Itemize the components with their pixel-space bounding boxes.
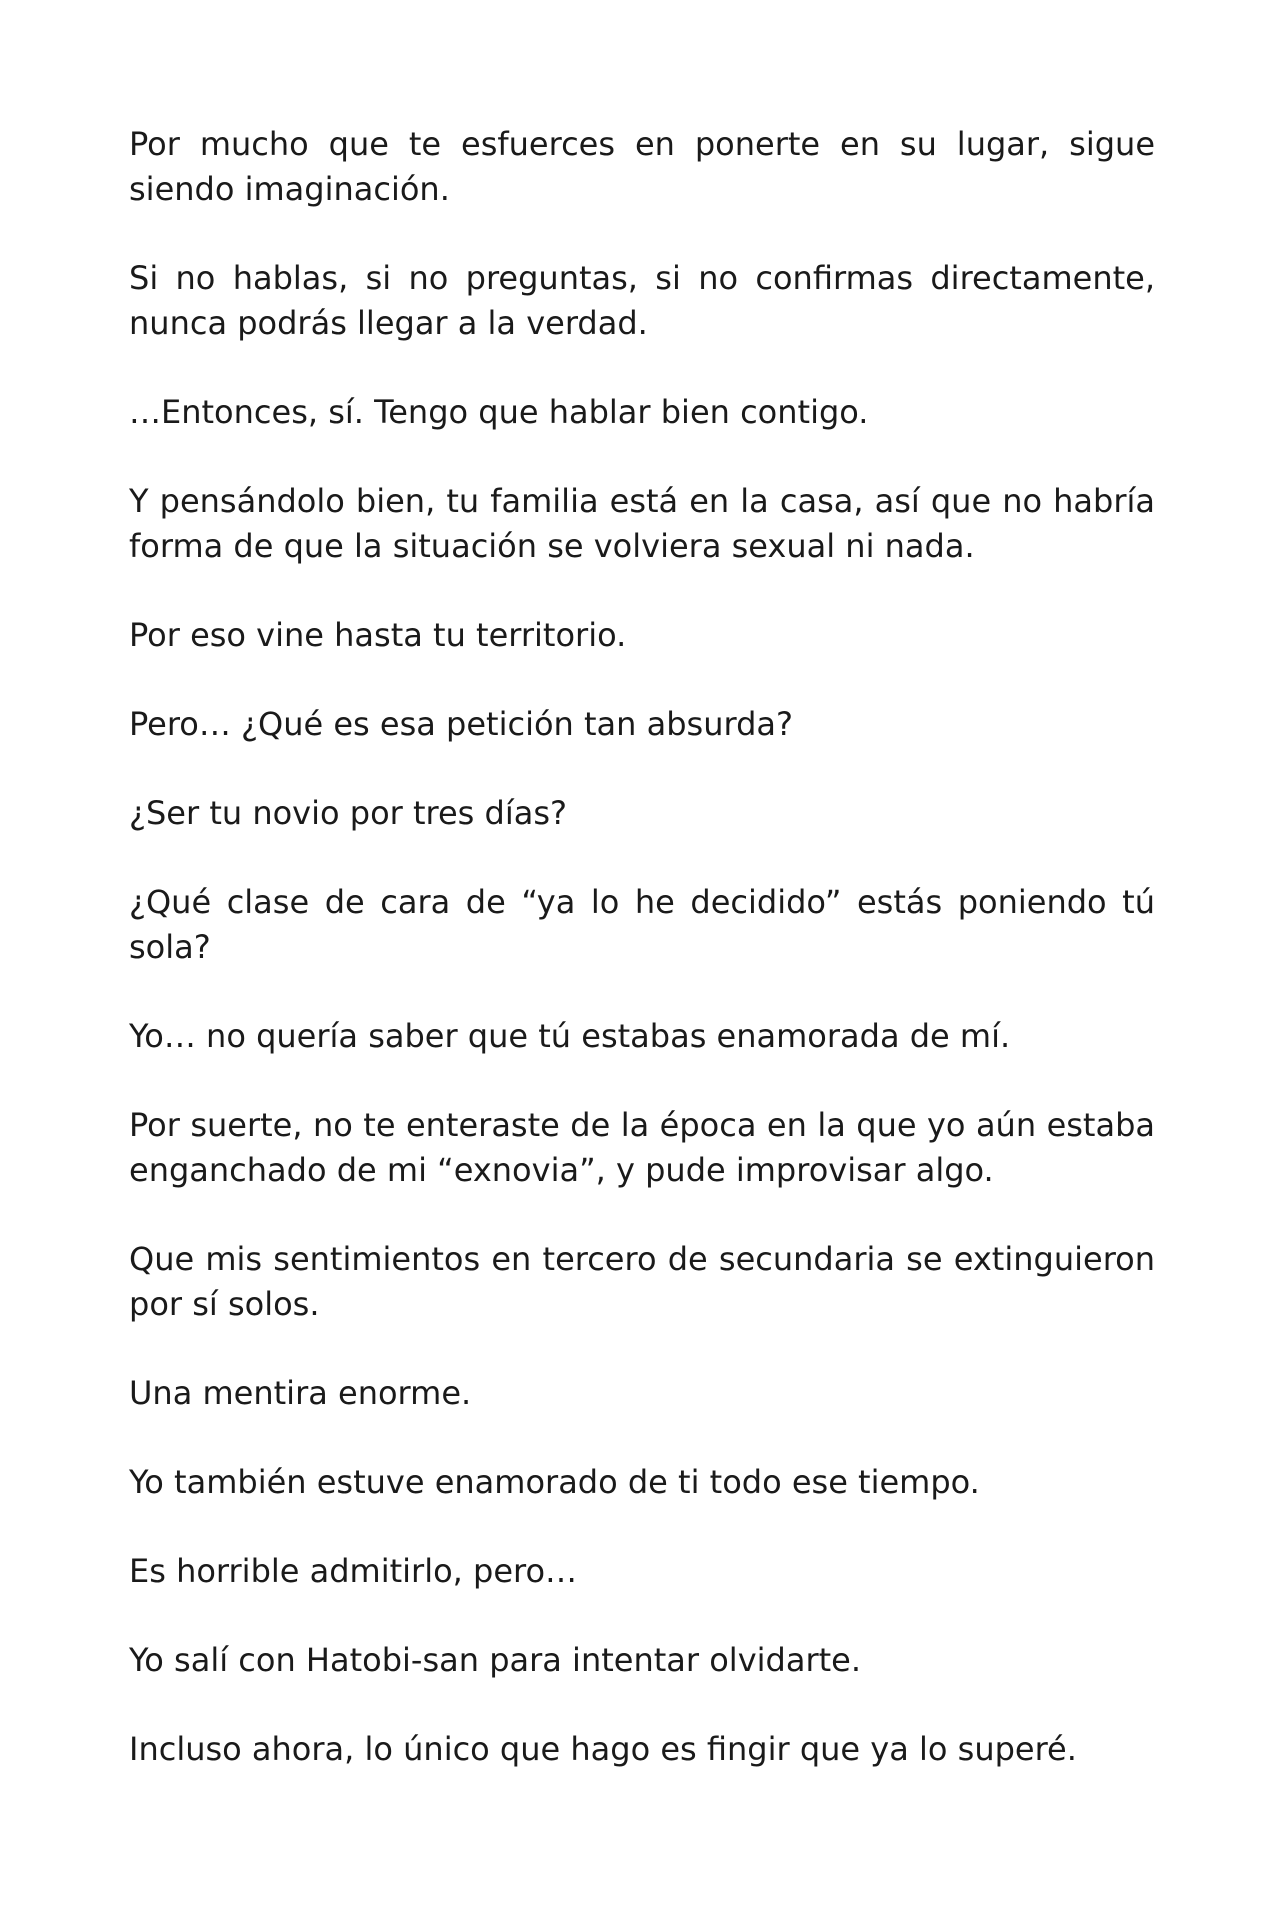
paragraph: Es horrible admitirlo, pero… bbox=[129, 1552, 578, 1590]
paragraph: Y pensándolo bien, tu familia está en la casa, así que no habría forma de que la situación se volviera sexual ni nada. bbox=[129, 482, 1155, 565]
paragraph: ¿Ser tu novio por tres días? bbox=[129, 794, 567, 832]
paragraph: Una mentira enorme. bbox=[129, 1374, 472, 1412]
paragraph: Si no hablas, si no preguntas, si no confirmas directamente, nunca podrás llegar a la verdad. bbox=[129, 259, 1155, 342]
paragraph: ¿Qué clase de cara de “ya lo he decidido” estás poniendo tú sola? bbox=[129, 883, 1155, 966]
paragraph: Que mis sentimientos en tercero de secundaria se extinguieron por sí solos. bbox=[129, 1240, 1155, 1323]
paragraph: Por eso vine hasta tu territorio. bbox=[129, 616, 627, 654]
paragraph: Yo también estuve enamorado de ti todo ese tiempo. bbox=[129, 1463, 980, 1501]
paragraph: Por suerte, no te enteraste de la época en la que yo aún estaba enganchado de mi “exnovia”, y pude improvisar algo. bbox=[129, 1106, 1155, 1189]
paragraph: Pero… ¿Qué es esa petición tan absurda? bbox=[129, 705, 793, 743]
paragraph: Por mucho que te esfuerces en ponerte en su lugar, sigue siendo imaginación. bbox=[129, 125, 1155, 208]
paragraph: Yo… no quería saber que tú estabas enamorada de mí. bbox=[129, 1017, 1011, 1055]
document-page bbox=[129, 122, 1155, 1816]
paragraph: …Entonces, sí. Tengo que hablar bien contigo. bbox=[129, 393, 869, 431]
paragraph: Yo salí con Hatobi-san para intentar olvidarte. bbox=[129, 1641, 861, 1679]
paragraph: Incluso ahora, lo único que hago es fingir que ya lo superé. bbox=[129, 1730, 1077, 1768]
